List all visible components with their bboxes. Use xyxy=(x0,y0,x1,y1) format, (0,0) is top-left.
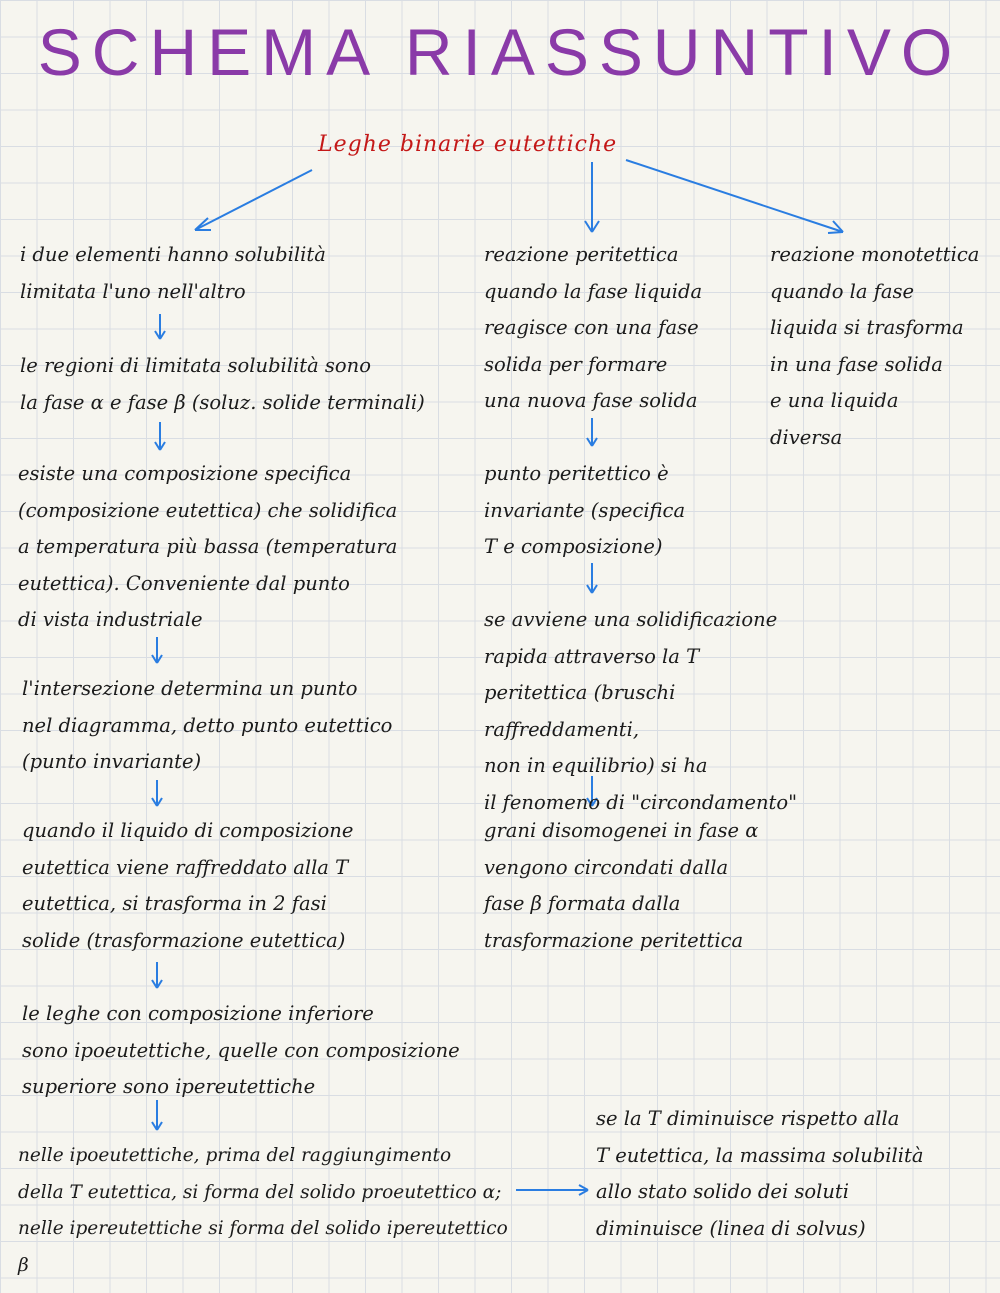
left-note-4: l'intersezione determina un punto nel diagramma, detto punto eutettico (punto invariante) xyxy=(22,677,393,773)
left-note-7: nelle ipoeutettiche, prima del raggiungimento della T eutettica, si forma del solido proeutettico α; nelle ipereutettiche si forma del solido ipereutettico β xyxy=(18,1145,508,1276)
right-note-1: reazione monotettica quando la fase liquida si trasforma in una fase solida e una liquida diversa xyxy=(770,243,980,449)
branch-arrow-right xyxy=(626,160,843,232)
branch-arrowhead-right xyxy=(828,221,843,233)
left-note-2: le regioni di limitata solubilità sono la fase α e fase β (soluz. solide terminali) xyxy=(20,354,425,414)
left-note-3: esiste una composizione specifica (composizione eutettica) che solidifica a temperatura più bassa (temperatura eutettica). Conveniente dal punto di vista industriale xyxy=(18,462,398,631)
middle-note-4: grani disomogenei in fase α vengono circondati dalla fase β formata dalla trasformazione peritettica xyxy=(484,819,759,952)
side-note: se la T diminuisce rispetto alla T eutettica, la massima solubilità allo stato solido dei soluti diminuisce (linea di solvus) xyxy=(596,1107,924,1240)
middle-note-1: reazione peritettica quando la fase liquida reagisce con una fase solida per formare una nuova fase solida xyxy=(484,243,703,412)
side-arrowhead xyxy=(579,1185,588,1195)
middle-note-3: se avviene una solidificazione rapida attraverso la T peritettica (bruschi raffreddamenti, non in equilibrio) si ha il fenomeno di "circondamento" xyxy=(484,608,798,814)
root-topic: Leghe binarie eutettiche xyxy=(318,132,618,157)
left-note-1: i due elementi hanno solubilità limitata l'uno nell'altro xyxy=(20,243,326,303)
middle-note-2: punto peritettico è invariante (specifica T e composizione) xyxy=(484,462,686,558)
branch-arrowhead-middle xyxy=(585,221,599,232)
branch-arrowhead-left xyxy=(195,218,211,230)
page-title: SCHEMA RIASSUNTIVO xyxy=(37,15,963,89)
branch-arrow-left xyxy=(195,170,312,230)
left-note-6: le leghe con composizione inferiore sono ipoeutettiche, quelle con composizione superiore sono ipereutettiche xyxy=(22,1002,460,1098)
left-note-5: quando il liquido di composizione eutettica viene raffreddato alla T eutettica, si trasforma in 2 fasi solide (trasformazione eutettica) xyxy=(22,819,354,952)
